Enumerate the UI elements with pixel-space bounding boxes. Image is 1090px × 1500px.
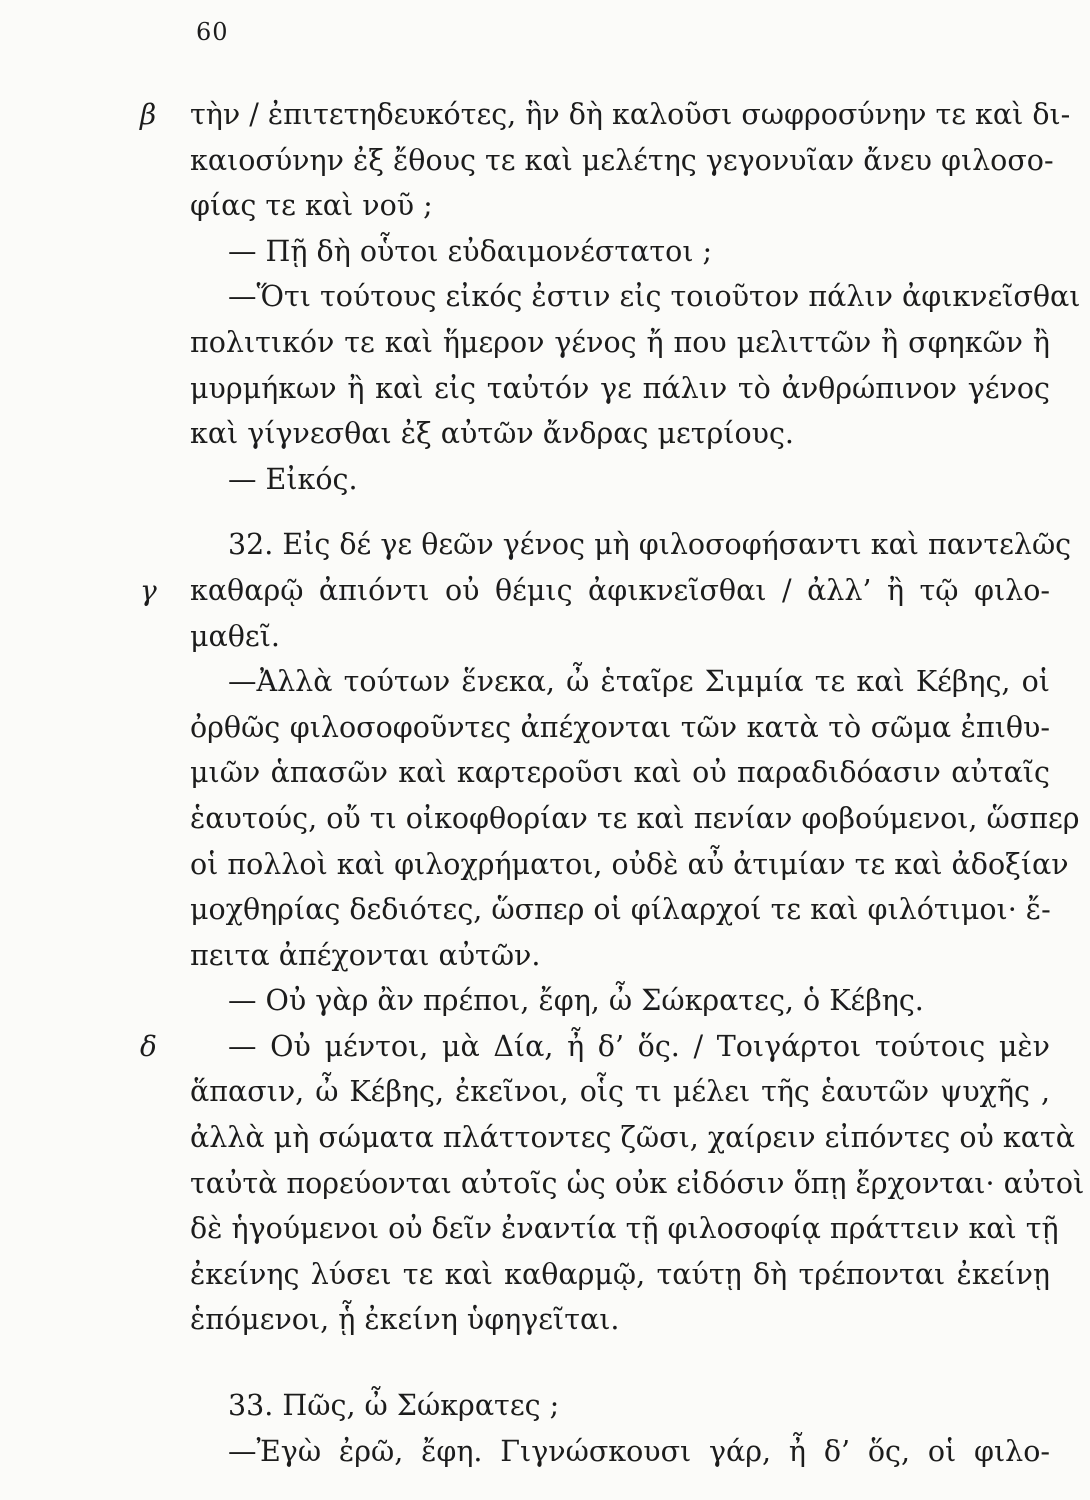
- page-number: 60: [196, 18, 229, 46]
- text-line: [190, 978, 1050, 1024]
- paragraph-gap: [190, 502, 1050, 522]
- margin-section-letter: γ: [140, 573, 157, 607]
- text-line: [190, 522, 1072, 568]
- line-text: μιῶν ἁπασῶν καὶ καρτεροῦσι καὶ οὐ παραδιδόασιν αὐταῖς: [190, 756, 1050, 790]
- text-line: [190, 1297, 1050, 1343]
- line-text: ὀρθῶς φιλοσοφοῦντες ἀπέχονται τῶν κατὰ τὸ σῶμα ἐπιθυ-: [190, 710, 1050, 744]
- text-line: [190, 366, 1050, 412]
- text-line: [190, 796, 1080, 842]
- text-line: [190, 1161, 1085, 1207]
- line-text: ἐκείνης λύσει τε καὶ καθαρμῷ, ταύτῃ δὴ τρέπονται ἐκείνῃ: [190, 1257, 1050, 1291]
- text-line: [190, 1383, 1050, 1429]
- line-text: δὲ ἡγούμενοι οὐ δεῖν ἐναντία τῇ φιλοσοφίᾳ πράττειν καὶ τῇ: [190, 1212, 1059, 1246]
- line-text: —Ἐγὼ ἐρῶ, ἔφη. Γιγνώσκουσι γάρ, ἦ δ’ ὅς, οἱ φιλο-: [228, 1434, 1050, 1468]
- text-line: [190, 1206, 1059, 1252]
- line-text: πειτα ἀπέχονται αὐτῶν.: [190, 938, 541, 972]
- text-line: [190, 1115, 1076, 1161]
- margin-section-letter: δ: [140, 1029, 157, 1063]
- text-line: [190, 659, 1050, 705]
- body-text: [140, 92, 1085, 1474]
- text-line: [190, 138, 1054, 184]
- line-text: καιοσύνην ἐξ ἔθους τε καὶ μελέτης γεγονυῖαν ἄνευ φιλοσο-: [190, 143, 1054, 177]
- text-line: [140, 568, 1050, 614]
- text-line: [190, 750, 1050, 796]
- text-line: [190, 320, 1050, 366]
- line-text: ἀλλὰ μὴ σώματα πλάττοντες ζῶσι, χαίρειν εἰπόντες οὐ κατὰ: [190, 1121, 1076, 1155]
- line-text: —Ὅτι τούτους εἰκός ἐστιν εἰς τοιοῦτον πάλιν ἀφικνεῖσθαι: [228, 280, 1081, 314]
- line-text: μυρμήκων ἢ καὶ εἰς ταὐτόν γε πάλιν τὸ ἀνθρώπινον γένος: [190, 371, 1050, 405]
- text-line: [190, 1069, 1050, 1115]
- text-line: [190, 229, 1050, 275]
- line-text: ἑαυτούς, οὔ τι οἰκοφθορίαν τε καὶ πενίαν φοβούμενοι, ὥσπερ: [190, 801, 1080, 835]
- text-line: [190, 933, 1050, 979]
- text-line: [190, 887, 1050, 933]
- line-text: καὶ γίγνεσθαι ἐξ αὐτῶν ἄνδρας μετρίους.: [190, 417, 794, 451]
- line-text: ταὐτὰ πορεύονται αὐτοῖς ὡς οὐκ εἰδόσιν ὅπῃ ἔρχονται· αὐτοὶ: [190, 1166, 1085, 1200]
- line-text: μαθεῖ.: [190, 619, 280, 653]
- text-line: [190, 183, 1050, 229]
- text-line: [190, 614, 1050, 660]
- line-text: ἑπόμενοι, ᾗ ἐκείνη ὑφηγεῖται.: [190, 1303, 620, 1337]
- line-text: μοχθηρίας δεδιότες, ὥσπερ οἱ φίλαρχοί τε καὶ φιλότιμοι· ἔ-: [190, 893, 1051, 927]
- text-line: [190, 1252, 1050, 1298]
- text-line: [190, 274, 1081, 320]
- text-line: [190, 1429, 1050, 1475]
- line-text: πολιτικόν τε καὶ ἥμερον γένος ἤ που μελιττῶν ἢ σφηκῶν ἢ: [190, 325, 1050, 359]
- text-line: [190, 705, 1050, 751]
- text-line: [190, 411, 1050, 457]
- line-text: καθαρῷ ἀπιόντι οὐ θέμις ἀφικνεῖσθαι / ἀλλ’ ἢ τῷ φιλο-: [190, 573, 1050, 607]
- line-text: — Οὐ μέντοι, μὰ Δία, ἦ δ’ ὅς. / Τοιγάρτοι τούτοις μὲν: [228, 1029, 1050, 1063]
- line-text: τὴν / ἐπιτετηδευκότες, ἣν δὴ καλοῦσι σωφροσύνην τε καὶ δι-: [190, 98, 1071, 131]
- line-text: ἅπασιν, ὦ Κέβης, ἐκεῖνοι, οἷς τι μέλει τῆς ἑαυτῶν ψυχῆς ,: [190, 1075, 1050, 1109]
- line-text: — Πῇ δὴ οὗτοι εὐδαιμονέστατοι ;: [228, 234, 713, 268]
- line-text: —Ἀλλὰ τούτων ἕνεκα, ὦ ἑταῖρε Σιμμία τε καὶ Κέβης, οἱ: [228, 665, 1050, 699]
- text-line: [190, 457, 1050, 503]
- text-line: [140, 92, 1071, 138]
- text-line: [190, 842, 1069, 888]
- text-line: [140, 1024, 1050, 1070]
- line-text: οἱ πολλοὶ καὶ φιλοχρήματοι, οὐδὲ αὖ ἀτιμίαν τε καὶ ἀδοξίαν: [190, 847, 1069, 881]
- paragraph-gap: [190, 1343, 1050, 1383]
- line-text: — Εἰκός.: [228, 462, 358, 496]
- line-text: 33. Πῶς, ὦ Σώκρατες ;: [228, 1389, 560, 1423]
- line-text: 32. Εἰς δέ γε θεῶν γένος μὴ φιλοσοφήσαντι καὶ παντελῶς: [228, 528, 1072, 562]
- margin-section-letter: β: [140, 98, 157, 131]
- line-text: — Οὐ γὰρ ἂν πρέποι, ἔφη, ὦ Σώκρατες, ὁ Κέβης.: [228, 984, 924, 1018]
- line-text: φίας τε καὶ νοῦ ;: [190, 189, 433, 223]
